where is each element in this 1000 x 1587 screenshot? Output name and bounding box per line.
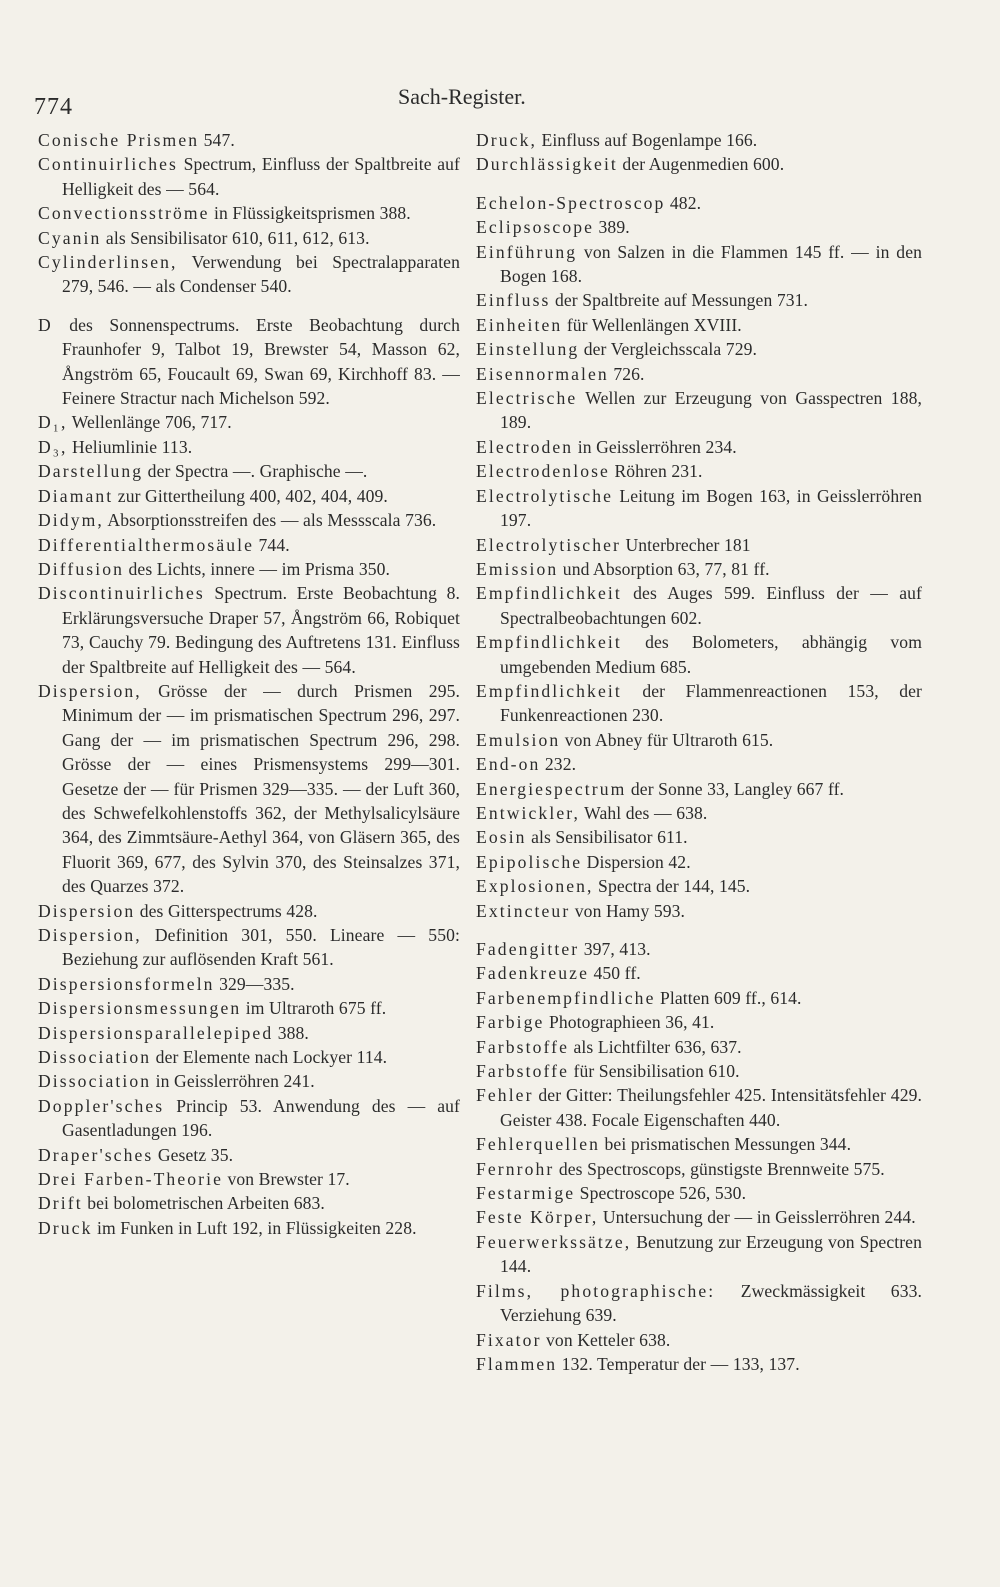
running-head: Sach-Register. bbox=[398, 84, 526, 109]
index-entry-head: Entwickler, bbox=[476, 802, 580, 823]
index-entry-text: 450 ff. bbox=[588, 963, 641, 984]
index-entry-text: in Geisslerröhren 241. bbox=[151, 1071, 315, 1092]
index-entry bbox=[476, 152, 922, 176]
index-entry-text: Einfluss auf Bogenlampe 166. bbox=[536, 130, 758, 150]
index-entry bbox=[38, 1045, 460, 1069]
index-entry bbox=[38, 899, 460, 923]
index-entry-head: Festarmige bbox=[476, 1183, 576, 1204]
index-entry bbox=[476, 1205, 922, 1229]
index-entry bbox=[38, 923, 460, 972]
index-entry-head: Cylinderlinsen, bbox=[38, 252, 178, 273]
index-entry-head: Durchlässigkeit bbox=[476, 154, 618, 175]
index-entry-text: der Elemente nach Lockyer 114. bbox=[151, 1047, 388, 1068]
index-entry-head: Doppler'sches bbox=[38, 1095, 165, 1116]
index-entry bbox=[476, 1279, 922, 1328]
index-entry-head: Explosionen, bbox=[476, 876, 594, 897]
index-entry-head: Epipolische bbox=[476, 851, 583, 872]
index-entry bbox=[38, 679, 460, 899]
index-entry bbox=[476, 386, 922, 435]
index-entry-text: des Lichts, innere — im Prisma 350. bbox=[124, 558, 391, 579]
index-entry-head: Einheiten bbox=[476, 314, 563, 335]
index-entry-text: in Geisslerröhren 234. bbox=[573, 436, 737, 457]
index-entry-text: als Lichtfilter 636, 637. bbox=[569, 1036, 742, 1057]
left-column bbox=[38, 128, 460, 1240]
index-entry-text: 329—335. bbox=[214, 973, 295, 994]
index-entry-text: 232. bbox=[540, 754, 577, 775]
index-entry-head: Discontinuirliches bbox=[38, 583, 205, 604]
index-entry bbox=[476, 777, 922, 801]
index-entry-text: und Absorption 63, 77, 81 ff. bbox=[558, 558, 770, 579]
index-entry-text: der Vergleichsscala 729. bbox=[579, 339, 757, 360]
index-entry-head: Drei Farben-Theorie bbox=[38, 1169, 223, 1190]
right-column bbox=[476, 128, 922, 1376]
index-entry-text: von Hamy 593. bbox=[570, 900, 686, 921]
index-entry-text: 397, 413. bbox=[579, 939, 651, 959]
index-entry-head: Darstellung bbox=[38, 461, 144, 482]
index-entry-head: D bbox=[38, 314, 53, 335]
index-entry-text: bei prismatischen Messungen 344. bbox=[600, 1134, 852, 1155]
index-entry bbox=[38, 1069, 460, 1093]
index-entry bbox=[476, 1059, 922, 1083]
index-entry-head: Farbstoffe bbox=[476, 1036, 569, 1057]
index-entry-head: Didym, bbox=[38, 510, 104, 531]
index-entry bbox=[38, 533, 460, 557]
index-entry bbox=[476, 850, 922, 874]
index-entry-text: Grösse der — durch Prismen 295. Minimum der — im prismatischen Spectrum 296, 297. Gang der — im prismatischen Spectrum 296, 298. Grösse der — eines Prismensystems 299—301. Gesetze der — für Prismen 329—335. — der Luft 360, des Schwefelkohlenstoffs 362, der Methylsalicylsäure 364, des Zimmtsäure-Aethyl 364, von Gläsern 365, des Fluorit 369, 677, des Sylvin 370, des Steinsalzes 371, des Quarzes 372. bbox=[62, 680, 460, 897]
index-entry bbox=[38, 1143, 460, 1167]
index-entry bbox=[476, 128, 922, 152]
index-entry-text: Zweckmässigkeit 633. Verziehung 639. bbox=[500, 1280, 922, 1326]
index-entry-text: des Spectroscops, günstigste Brennweite 575. bbox=[554, 1158, 885, 1179]
index-entry-text: 726. bbox=[608, 363, 645, 384]
index-entry-text: Photographieen 36, 41. bbox=[544, 1012, 715, 1033]
index-entry-text: von Brewster 17. bbox=[222, 1169, 350, 1190]
index-entry bbox=[476, 240, 922, 289]
index-entry bbox=[476, 215, 922, 239]
index-entry-text: Benutzung zur Erzeugung von Spectren 144. bbox=[500, 1231, 922, 1277]
index-entry-head: Fadenkreuze bbox=[476, 963, 589, 984]
index-entry bbox=[476, 1352, 922, 1376]
index-entry-head: Electrische bbox=[476, 388, 578, 409]
index-entry-head: Cyanin bbox=[38, 227, 102, 248]
index-entry-text: 388. bbox=[273, 1022, 309, 1043]
index-entry bbox=[476, 1230, 922, 1279]
index-entry-head: Convectionsströme bbox=[38, 203, 210, 224]
index-entry bbox=[476, 728, 922, 752]
index-entry bbox=[38, 1167, 460, 1191]
index-entry-head: Dispersionsparallelepiped bbox=[38, 1022, 274, 1043]
index-entry-head: Empfindlichkeit bbox=[476, 632, 622, 653]
index-entry-text: Spectrum, Einfluss der Spaltbreite auf Helligkeit des — 564. bbox=[62, 154, 460, 199]
page-number: 774 bbox=[34, 94, 73, 120]
index-entry-head: Drift bbox=[38, 1193, 83, 1214]
index-entry-text: zur Gittertheilung 400, 402, 404, 409. bbox=[113, 485, 388, 506]
index-entry-text: Leitung im Bogen 163, in Geisslerröhren 197. bbox=[500, 485, 922, 531]
index-entry-head: Druck, bbox=[476, 130, 537, 150]
index-entry-text: der Sonne 33, Langley 667 ff. bbox=[626, 778, 845, 799]
index-entry-text: als Sensibilisator 610, 611, 612, 613. bbox=[101, 227, 370, 248]
index-entry bbox=[476, 961, 922, 985]
index-entry bbox=[476, 484, 922, 533]
index-entry-head: Dispersion, bbox=[38, 925, 142, 945]
index-entry bbox=[476, 1010, 922, 1034]
index-entry bbox=[38, 201, 460, 225]
index-entry-text: Wellen zur Erzeugung von Gasspectren 188, 189. bbox=[500, 388, 922, 433]
index-entry-head: Feuerwerkssätze, bbox=[476, 1231, 632, 1252]
index-entry-head: Extincteur bbox=[476, 900, 571, 921]
index-entry-text: Wellenlänge 706, 717. bbox=[67, 412, 232, 433]
index-entry-text: im Ultraroth 675 ff. bbox=[241, 998, 387, 1019]
index-entry bbox=[38, 459, 460, 483]
index-entry-text: 389. bbox=[594, 217, 630, 238]
index-entry bbox=[476, 313, 922, 337]
index-entry bbox=[38, 581, 460, 679]
index-entry-head: Farbige bbox=[476, 1012, 545, 1033]
index-entry-text: 744. bbox=[254, 534, 290, 555]
index-entry-text: bei bolometrischen Arbeiten 683. bbox=[82, 1193, 325, 1214]
index-entry-head: Dissociation bbox=[38, 1071, 152, 1092]
index-entry bbox=[476, 630, 922, 679]
index-entry-head: Diamant bbox=[38, 485, 114, 506]
index-entry bbox=[38, 1191, 460, 1215]
index-entry-head: End-on bbox=[476, 754, 541, 775]
index-entry-text: des Sonnenspectrums. Erste Beobachtung durch Fraunhofer 9, Talbot 19, Brewster 54, Masson 62, Ångström 65, Foucault 69, Swan 69, Kirchhoff 83. — Feinere Stractur nach Michelson 592. bbox=[52, 314, 460, 409]
index-entry-head: Dispersion, bbox=[38, 680, 142, 701]
index-entry bbox=[476, 581, 922, 630]
index-entry bbox=[476, 533, 922, 557]
index-entry bbox=[38, 152, 460, 201]
index-entry-text: Spectra der 144, 145. bbox=[593, 876, 751, 897]
index-entry-text: 547. bbox=[199, 130, 235, 150]
index-entry bbox=[476, 191, 922, 215]
index-entry bbox=[476, 1157, 922, 1181]
index-entry-head: Electrolytische bbox=[476, 485, 614, 506]
index-entry-text: Unterbrecher 181 bbox=[620, 534, 751, 555]
index-entry-text: für Wellenlängen XVIII. bbox=[562, 314, 742, 335]
index-entry-head: Fernrohr bbox=[476, 1158, 555, 1179]
index-entry-text: in Flüssigkeitsprismen 388. bbox=[209, 203, 411, 224]
index-entry-head: Empfindlichkeit bbox=[476, 680, 622, 701]
index-entry bbox=[38, 972, 460, 996]
index-entry-text: Röhren 231. bbox=[609, 461, 703, 482]
index-entry-head: Empfindlichkeit bbox=[476, 583, 622, 604]
index-entry-text: Platten 609 ff., 614. bbox=[655, 987, 802, 1008]
index-entry bbox=[476, 1132, 922, 1156]
index-entry-text: des Auges 599. Einfluss der — auf Spectralbeobachtungen 602. bbox=[500, 583, 922, 628]
index-entry-head: Dissociation bbox=[38, 1047, 152, 1068]
index-entry-head: Emulsion bbox=[476, 729, 561, 750]
index-entry bbox=[476, 1035, 922, 1059]
index-entry bbox=[476, 1181, 922, 1205]
index-entry-text: Gesetz 35. bbox=[153, 1144, 234, 1165]
index-entry-text: Princip 53. Anwendung des — auf Gasentladungen 196. bbox=[62, 1095, 460, 1141]
index-entry-text: von Ketteler 638. bbox=[541, 1329, 671, 1350]
index-entry bbox=[38, 1021, 460, 1045]
index-entry bbox=[476, 288, 922, 312]
index-entry-head: Flammen bbox=[476, 1353, 558, 1374]
index-entry-head: Diffusion bbox=[38, 558, 125, 579]
index-entry-head: Fixator bbox=[476, 1329, 542, 1350]
index-entry bbox=[476, 801, 922, 825]
index-entry-head: Eisennormalen bbox=[476, 363, 609, 384]
index-entry bbox=[476, 986, 922, 1010]
index-entry bbox=[476, 557, 922, 581]
index-entry-text: Spectroscope 526, 530. bbox=[575, 1183, 747, 1204]
index-entry-head: Fehler bbox=[476, 1085, 534, 1106]
index-entry-head: Eclipsoscope bbox=[476, 217, 595, 238]
index-entry bbox=[38, 508, 460, 532]
index-entry bbox=[476, 874, 922, 898]
index-entry bbox=[38, 435, 460, 459]
index-entry bbox=[476, 435, 922, 459]
index-entry-head: Feste Körper, bbox=[476, 1207, 599, 1228]
index-entry bbox=[476, 337, 922, 361]
index-entry bbox=[476, 1083, 922, 1132]
index-entry-text: von Salzen in die Flammen 145 ff. — in den Bogen 168. bbox=[500, 241, 922, 287]
index-entry-text: der Spectra —. Graphische —. bbox=[143, 461, 368, 482]
index-entry bbox=[38, 410, 460, 434]
index-entry-head: Druck bbox=[38, 1217, 93, 1238]
index-entry-head: Einfluss bbox=[476, 290, 551, 311]
index-entry bbox=[38, 484, 460, 508]
index-entry-head: Echelon-Spectroscop bbox=[476, 192, 666, 213]
index-entry-head: Films, photographische: bbox=[476, 1280, 716, 1301]
index-entry bbox=[476, 679, 922, 728]
index-entry-text: der Augenmedien 600. bbox=[617, 154, 785, 175]
index-entry bbox=[476, 937, 922, 961]
index-entry-text: der Gitter: Theilungsfehler 425. Intensitätsfehler 429. Geister 438. Focale Eigenschaften 440. bbox=[500, 1085, 922, 1130]
index-entry bbox=[38, 128, 460, 152]
index-entry bbox=[476, 752, 922, 776]
index-entry-head: Emission bbox=[476, 558, 559, 579]
index-entry-head: Dispersionsmessungen bbox=[38, 998, 242, 1019]
index-entry-text: der Flammenreactionen 153, der Funkenreactionen 230. bbox=[500, 680, 922, 726]
index-entry-head: Einstellung bbox=[476, 339, 580, 360]
index-entry-head: Dispersionsformeln bbox=[38, 973, 215, 994]
index-entry-text: von Abney für Ultraroth 615. bbox=[560, 729, 774, 750]
index-entry bbox=[476, 1328, 922, 1352]
index-entry-head: Electroden bbox=[476, 436, 574, 457]
index-entry-text: Spectrum. Erste Beobachtung 8. Erklärungsversuche Draper 57, Ångström 66, Robiquet 73, Cauchy 79. Bedingung des Auftretens 131. Einfluss der Spaltbreite auf Helligkeit des — 564. bbox=[62, 583, 460, 677]
index-entry-head: Farbstoffe bbox=[476, 1061, 569, 1082]
index-entry-text: der Spaltbreite auf Messungen 731. bbox=[550, 290, 809, 311]
index-entry-text: Heliumlinie 113. bbox=[67, 436, 193, 457]
index-entry-head: Electrolytischer bbox=[476, 534, 621, 555]
index-entry-text: Definition 301, 550. Lineare — 550: Beziehung zur auflösenden Kraft 561. bbox=[62, 925, 460, 970]
index-entry-head: Farbenempfindliche bbox=[476, 987, 656, 1008]
index-entry bbox=[38, 557, 460, 581]
index-entry-text: Untersuchung der — in Geisslerröhren 244. bbox=[598, 1207, 916, 1228]
index-entry-text: 482. bbox=[665, 192, 702, 213]
index-entry-head: Electrodenlose bbox=[476, 461, 610, 482]
index-entry-head: Continuirliches bbox=[38, 154, 178, 175]
index-entry bbox=[38, 1094, 460, 1143]
index-entry bbox=[476, 825, 922, 849]
index-entry-text: Absorptionsstreifen des — als Messscala 736. bbox=[103, 510, 437, 531]
index-entry-head: Dispersion bbox=[38, 900, 136, 921]
index-entry bbox=[38, 313, 460, 411]
index-entry-text: für Sensibilisation 610. bbox=[569, 1061, 740, 1082]
index-entry-head: D₃, bbox=[38, 436, 68, 457]
index-entry-head: Eosin bbox=[476, 827, 527, 848]
index-entry-head: Energiespectrum bbox=[476, 778, 627, 799]
index-entry-text: Wahl des — 638. bbox=[579, 802, 708, 823]
index-entry-head: Fehlerquellen bbox=[476, 1134, 601, 1155]
index-entry bbox=[38, 1216, 460, 1240]
index-entry-head: Conische Prismen bbox=[38, 130, 200, 150]
index-entry-text: im Funken in Luft 192, in Flüssigkeiten 228. bbox=[92, 1217, 417, 1238]
index-entry bbox=[38, 226, 460, 250]
index-entry-head: D₁, bbox=[38, 412, 68, 433]
index-entry-head: Einführung bbox=[476, 241, 578, 262]
index-entry bbox=[476, 899, 922, 923]
index-entry bbox=[476, 459, 922, 483]
index-entry-head: Fadengitter bbox=[476, 939, 580, 959]
index-entry bbox=[476, 362, 922, 386]
index-entry-text: Verwendung bei Spectralapparaten 279, 546. — als Condenser 540. bbox=[62, 252, 460, 297]
index-entry-text: als Sensibilisator 611. bbox=[526, 827, 688, 848]
index-entry bbox=[38, 250, 460, 299]
index-entry-text: des Gitterspectrums 428. bbox=[135, 900, 318, 921]
index-entry bbox=[38, 996, 460, 1020]
index-entry-text: 132. Temperatur der — 133, 137. bbox=[557, 1353, 800, 1374]
index-entry-text: des Bolometers, abhängig vom umgebenden Medium 685. bbox=[500, 632, 922, 677]
index-entry-text: Dispersion 42. bbox=[582, 851, 691, 872]
index-entry-head: Differentialthermosäule bbox=[38, 534, 255, 555]
index-entry-head: Draper'sches bbox=[38, 1144, 154, 1165]
